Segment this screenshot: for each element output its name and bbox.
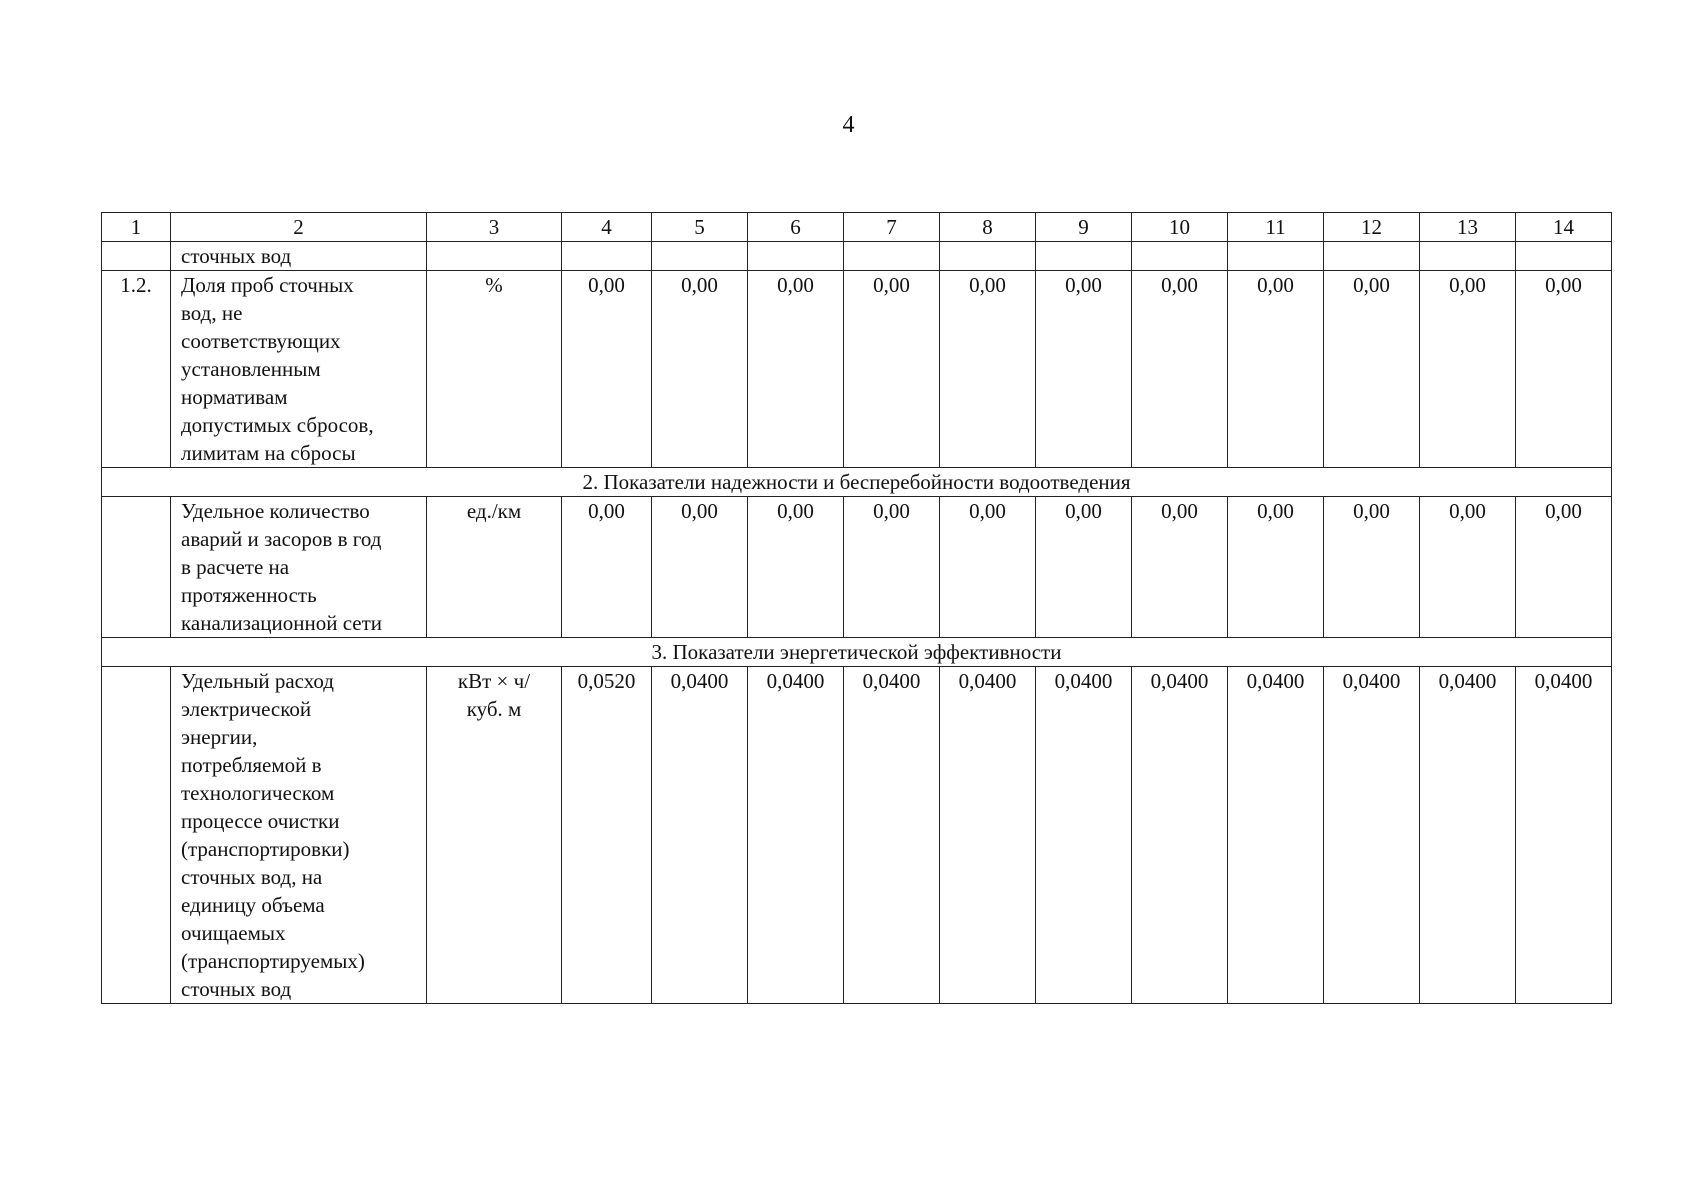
value-cell: 0,00: [562, 271, 652, 468]
value-cell: 0,00: [940, 497, 1036, 638]
indicator-line: процессе очистки: [181, 809, 340, 833]
indicator-line: технологическом: [181, 781, 335, 805]
value-cell: 0,0400: [652, 667, 748, 1004]
value-cell: 0,00: [940, 271, 1036, 468]
section-title: 2. Показатели надежности и бесперебойности водоотведения: [102, 468, 1612, 497]
value-cell: 0,00: [652, 497, 748, 638]
column-number: 1: [102, 213, 171, 242]
column-number: 6: [748, 213, 844, 242]
indicator-line: сточных вод: [181, 977, 292, 1001]
column-number: 13: [1420, 213, 1516, 242]
value-cell: 0,00: [1036, 497, 1132, 638]
indicator-line: установленным: [181, 357, 321, 381]
unit-cell: [427, 242, 562, 271]
value-cell: 0,0400: [1516, 667, 1612, 1004]
column-number: 3: [427, 213, 562, 242]
indicator-line: потребляемой в: [181, 753, 322, 777]
value-cell: 0,0400: [1420, 667, 1516, 1004]
section-header-row: [102, 638, 1612, 667]
value-cell: 0,00: [1420, 271, 1516, 468]
value-cell: 0,0400: [844, 667, 940, 1004]
table-row: [102, 667, 1612, 1004]
empty-cell: [844, 242, 940, 271]
value-cell: 0,00: [748, 497, 844, 638]
empty-cell: [1516, 242, 1612, 271]
section-header-row: [102, 468, 1612, 497]
value-cell: 0,0400: [1228, 667, 1324, 1004]
row-number: [102, 242, 171, 271]
value-cell: 0,00: [1420, 497, 1516, 638]
indicator-line: допустимых сбросов,: [181, 413, 374, 437]
indicators-table: [101, 212, 1612, 1004]
value-cell: 0,00: [844, 271, 940, 468]
table-row: [102, 271, 1612, 468]
row-number: [102, 667, 171, 1004]
empty-cell: [1228, 242, 1324, 271]
column-number: 12: [1324, 213, 1420, 242]
empty-cell: [1324, 242, 1420, 271]
indicator-line: нормативам: [181, 385, 288, 409]
indicator-line: электрической: [181, 697, 312, 721]
column-number: 8: [940, 213, 1036, 242]
value-cell: 0,00: [1228, 497, 1324, 638]
column-number: 2: [171, 213, 427, 242]
column-number: 5: [652, 213, 748, 242]
value-cell: 0,00: [1132, 271, 1228, 468]
value-cell: 0,00: [1516, 271, 1612, 468]
continuation-row: [102, 242, 1612, 271]
section-title: 3. Показатели энергетической эффективности: [102, 638, 1612, 667]
value-cell: 0,00: [652, 271, 748, 468]
value-cell: 0,00: [1324, 497, 1420, 638]
indicator-name: сточных вод: [171, 242, 427, 271]
column-number: 4: [562, 213, 652, 242]
value-cell: 0,0400: [940, 667, 1036, 1004]
indicator-name: [171, 497, 427, 638]
value-cell: 0,00: [1132, 497, 1228, 638]
indicator-line: вод, не: [181, 301, 243, 325]
unit-line: кВт × ч/: [457, 669, 531, 693]
unit-cell: %: [427, 271, 562, 468]
value-cell: 0,0400: [1324, 667, 1420, 1004]
unit-cell: [427, 667, 562, 1004]
indicator-line: энергии,: [181, 725, 258, 749]
value-cell: 0,0520: [562, 667, 652, 1004]
indicator-line: соответствующих: [181, 329, 341, 353]
unit-cell: ед./км: [427, 497, 562, 638]
indicator-line: протяженность: [181, 583, 317, 607]
empty-cell: [562, 242, 652, 271]
value-cell: 0,0400: [1132, 667, 1228, 1004]
value-cell: 0,0400: [748, 667, 844, 1004]
indicator-line: единицу объема: [181, 893, 325, 917]
value-cell: 0,00: [1036, 271, 1132, 468]
indicator-line: сточных вод, на: [181, 865, 323, 889]
value-cell: 0,00: [844, 497, 940, 638]
empty-cell: [1036, 242, 1132, 271]
indicator-line: Удельное количество: [181, 499, 370, 523]
value-cell: 0,00: [748, 271, 844, 468]
table-row: [102, 497, 1612, 638]
indicator-line: лимитам на сбросы: [181, 441, 356, 465]
indicator-line: аварий и засоров в год: [181, 527, 382, 551]
row-number: [102, 497, 171, 638]
column-number: 11: [1228, 213, 1324, 242]
empty-cell: [652, 242, 748, 271]
value-cell: 0,00: [1228, 271, 1324, 468]
indicator-name: [171, 271, 427, 468]
indicator-line: (транспортировки): [181, 837, 350, 861]
unit-line: куб. м: [466, 697, 522, 721]
indicator-line: (транспортируемых): [181, 949, 365, 973]
empty-cell: [940, 242, 1036, 271]
empty-cell: [748, 242, 844, 271]
value-cell: 0,00: [1516, 497, 1612, 638]
value-cell: 0,0400: [1036, 667, 1132, 1004]
column-number: 10: [1132, 213, 1228, 242]
value-cell: 0,00: [562, 497, 652, 638]
column-number-row: [102, 213, 1612, 242]
indicator-line: очищаемых: [181, 921, 286, 945]
row-number: 1.2.: [102, 271, 171, 468]
indicator-line: в расчете на: [181, 555, 290, 579]
indicator-line: Доля проб сточных: [181, 273, 354, 297]
indicator-name: [171, 667, 427, 1004]
page-number: 4: [842, 112, 855, 138]
column-number: 9: [1036, 213, 1132, 242]
indicator-line: канализационной сети: [181, 611, 383, 635]
column-number: 14: [1516, 213, 1612, 242]
empty-cell: [1420, 242, 1516, 271]
indicator-line: Удельный расход: [181, 669, 334, 693]
column-number: 7: [844, 213, 940, 242]
empty-cell: [1132, 242, 1228, 271]
value-cell: 0,00: [1324, 271, 1420, 468]
